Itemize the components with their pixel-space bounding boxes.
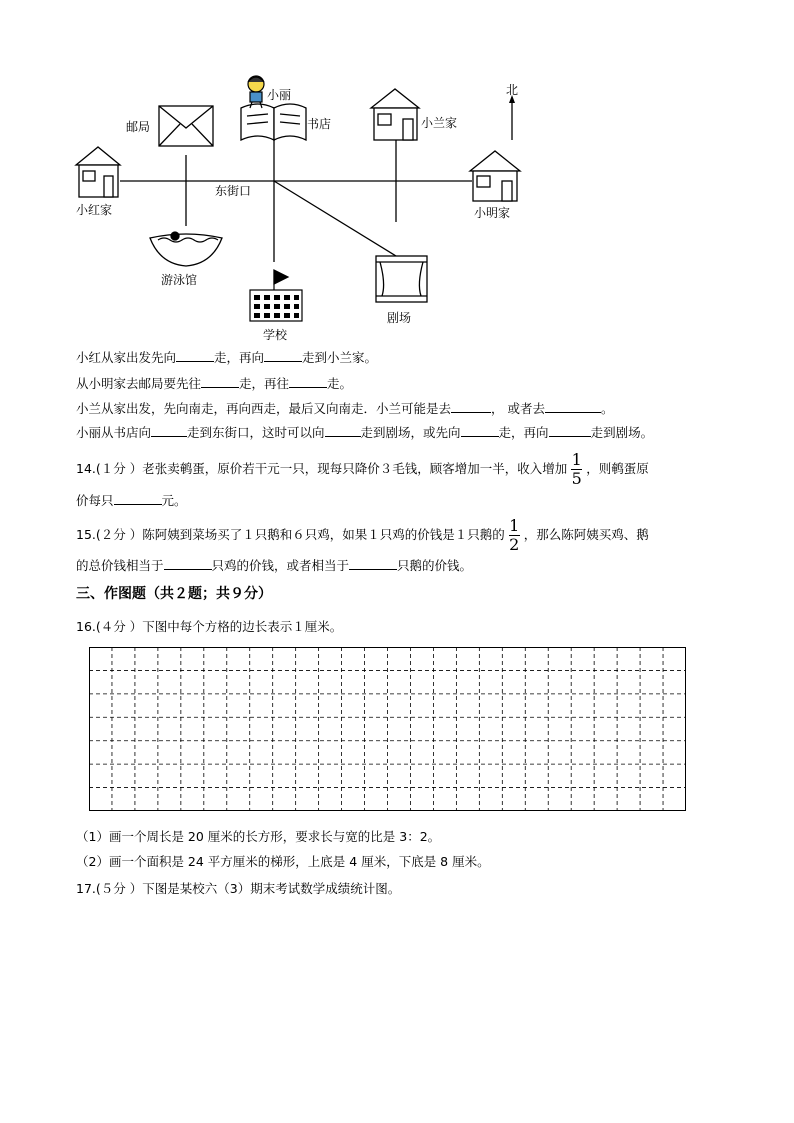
envelope-icon bbox=[159, 106, 213, 146]
answer-blank[interactable] bbox=[176, 349, 214, 362]
square-grid[interactable] bbox=[89, 647, 686, 811]
xiaoming-house-icon bbox=[470, 151, 520, 201]
q15-line-1: 15.(２分 ）陈阿姨到菜场买了１只鹅和６只鸡，如果１只鸡的价钱是１只鹅的 $\frac{1}{2}$ ，那么陈阿姨买鸡、鹅 bbox=[76, 516, 649, 554]
answer-blank[interactable] bbox=[549, 424, 591, 437]
xiaoli-figure-icon bbox=[248, 76, 264, 108]
answer-blank[interactable] bbox=[325, 424, 361, 437]
q13-line-2: 从小明家去邮局要先往 走，再往 走。 bbox=[76, 376, 353, 391]
open-book-icon bbox=[241, 104, 306, 140]
post-office-label: 邮局 bbox=[126, 120, 151, 134]
q16-sub1: （1）画一个周长是 20 厘米的长方形，要求长与宽的比是 3：2。 bbox=[76, 829, 441, 844]
xiaoming-home-label: 小明家 bbox=[474, 206, 511, 220]
school-label: 学校 bbox=[263, 328, 288, 342]
answer-blank[interactable] bbox=[201, 375, 239, 388]
xiaohong-home-label: 小红家 bbox=[76, 203, 113, 217]
section-heading: 三、作图题（共２题；共９分） bbox=[76, 586, 272, 602]
xiaolan-home-label: 小兰家 bbox=[421, 116, 458, 130]
xiaolan-house-icon bbox=[371, 89, 419, 140]
q13-line-1: 小红从家出发先向 走，再向 走到小兰家。 bbox=[76, 350, 378, 365]
answer-blank[interactable] bbox=[461, 424, 499, 437]
q14-line-2: 价每只 元。 bbox=[76, 493, 187, 508]
pool-label: 游泳馆 bbox=[161, 273, 198, 287]
answer-blank[interactable] bbox=[545, 400, 601, 413]
xiaoli-label: 小丽 bbox=[267, 88, 292, 102]
theater-icon bbox=[376, 256, 427, 302]
answer-blank[interactable] bbox=[349, 557, 397, 570]
fraction: $\frac{1}{2}$ bbox=[509, 516, 520, 554]
q17-stem: 17.(５分 ）下图是某校六（3）期末考试数学成绩统计图。 bbox=[76, 881, 401, 896]
q16-sub2: （2）画一个面积是 24 平方厘米的梯形，上底是 4 厘米，下底是 8 厘米。 bbox=[76, 854, 490, 869]
fraction: $\frac{1}{5}$ bbox=[571, 450, 582, 488]
q14-line-1: 14.(１分 ）老张卖鹌蛋，原价若干元一只，现每只降价３毛钱，顾客增加一半，收入增加 $\frac{1}{5}$ ，则鹌蛋原 bbox=[76, 450, 649, 488]
answer-blank[interactable] bbox=[289, 375, 327, 388]
school-icon bbox=[250, 270, 302, 321]
answer-blank[interactable] bbox=[114, 492, 162, 505]
q16-stem: 16.(４分 ）下图中每个方格的边长表示１厘米。 bbox=[76, 619, 343, 634]
location-map bbox=[0, 0, 794, 345]
dongjiekou-label: 东街口 bbox=[215, 184, 252, 198]
north-label: 北 bbox=[506, 83, 519, 97]
answer-blank[interactable] bbox=[151, 424, 187, 437]
bookstore-label: 书店 bbox=[307, 117, 332, 131]
q15-line-2: 的总价钱相当于 只鸡的价钱，或者相当于 只鹅的价钱。 bbox=[76, 558, 473, 573]
swimming-pool-icon bbox=[150, 232, 222, 266]
answer-blank[interactable] bbox=[451, 400, 491, 413]
answer-blank[interactable] bbox=[264, 349, 302, 362]
q13-line-3: 小兰从家出发，先向南走，再向西走，最后又向南走．小兰可能是去 ， 或者去 。 bbox=[76, 401, 614, 416]
xiaohong-house-icon bbox=[76, 147, 120, 197]
answer-blank[interactable] bbox=[164, 557, 212, 570]
q13-line-4: 小丽从书店向 走到东街口，这时可以向 走到剧场，或先向 走，再向 走到剧场。 bbox=[76, 425, 654, 440]
theater-label: 剧场 bbox=[387, 311, 412, 325]
